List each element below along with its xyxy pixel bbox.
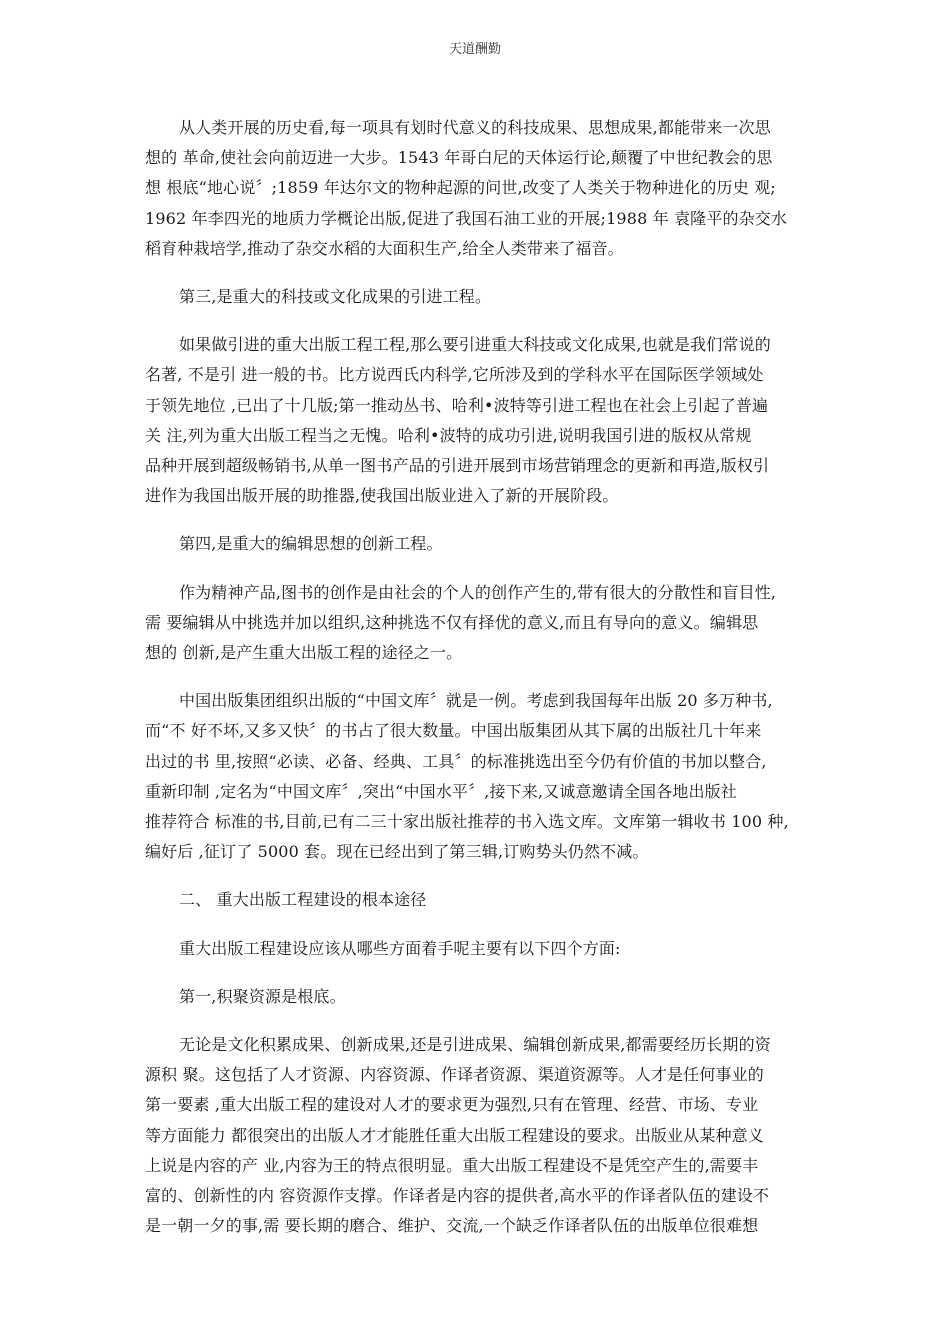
text-line: 源积 聚。这包括了人才资源、内容资源、作译者资源、渠道资源等。人才是任何事业的 [145,1065,764,1085]
paragraph [145,934,813,964]
text-line: 第一,积聚资源是根底。 [179,986,346,1006]
paragraph [145,330,813,511]
text-line: 想的 创新,是产生重大出版工程的途径之一。 [145,643,463,663]
text-line: 出过的书 里,按照“必读、必备、经典、工具〞的标准挑选出至今仍有价值的书加以整合, [145,751,767,771]
paragraph [145,1030,813,1241]
text-line: 于领先地位 ,已出了十几版;第一推动丛书、哈利•波特等引进工程也在社会上引起了普遍 [145,395,769,415]
paragraph [145,982,813,1012]
document-body [145,113,813,1260]
text-line: 第四,是重大的编辑思想的创新工程。 [179,534,443,554]
text-line: 第一要素 ,重大出版工程的建设对人才的要求更为强烈,只有在管理、经营、市场、专业 [145,1095,759,1115]
text-line: 如果做引进的重大出版工程工程,那么要引进重大科技或文化成果,也就是我们常说的 [179,335,771,355]
text-line: 想 根底“地心说〞;1859 年达尔文的物种起源的问世,改变了人类关于物种进化的历史 观; [145,178,776,198]
text-line: 想的 革命,使社会向前迈进一大步。1543 年哥白尼的天体运行论,颠覆了中世纪教会的思 [145,148,773,168]
text-line: 编好后 ,征订了 5000 套。现在已经出到了第三辑,订购势头仍然不减。 [145,842,649,862]
text-line: 从人类开展的历史看,每一项具有划时代意义的科技成果、思想成果,都能带来一次思 [179,118,771,137]
text-line: 进作为我国出版开展的助推器,使我国出版业进入了新的开展阶段。 [145,486,619,506]
paragraph [145,686,813,867]
paragraph [145,282,813,312]
text-line: 1962 年李四光的地质力学概论出版,促进了我国石油工业的开展;1988 年 袁隆平的杂交水 [145,208,788,228]
text-line: 稻育种栽培学,推动了杂交水稻的大面积生产,给全人类带来了福音。 [145,238,624,258]
text-line: 无论是文化积累成果、创新成果,还是引进成果、编辑创新成果,都需要经历长期的资 [179,1035,771,1055]
paragraph [145,885,813,915]
text-line: 等方面能力 都很突出的出版人才才能胜任重大出版工程建设的要求。出版业从某种意义 [145,1125,764,1145]
text-line: 作为精神产品,图书的创作是由社会的个人的创作产生的,带有很大的分散性和盲目性, [179,582,777,602]
text-line: 二、 重大出版工程建设的根本途径 [179,890,427,910]
paragraph [145,578,813,669]
paragraph [145,113,813,264]
text-line: 需 要编辑从中挑选并加以组织,这种挑选不仅有择优的意义,而且有导向的意义。编辑思 [145,612,759,632]
text-line: 重新印制 ,定名为“中国文库〞,突出“中国水平〞,接下来,又诚意邀请全国各地出版社 [145,781,737,801]
text-line: 品种开展到超级畅销书,从单一图书产品的引进开展到市场营销理念的更新和再造,版权引 [145,456,770,476]
text-line: 第三,是重大的科技或文化成果的引进工程。 [179,287,492,307]
paragraph [145,529,813,559]
text-line: 而“不 好不坏,又多又快〞的书占了很大数量。中国出版集团从其下属的出版社几十年来 [145,721,762,741]
text-line: 关 注,列为重大出版工程当之无愧。哈利•波特的成功引进,说明我国引进的版权从常规 [145,425,752,445]
text-line: 重大出版工程建设应该从哪些方面着手呢主要有以下四个方面: [179,938,621,958]
text-line: 中国出版集团组织出版的“中国文库〞就是一例。考虑到我国每年出版 20 多万种书, [179,691,773,711]
text-line: 推荐符合 标准的书,目前,已有二三十家出版社推荐的书入选文库。文库第一辑收书 100 种, [145,812,789,832]
text-line: 富的、创新性的内 容资源作支撑。作译者是内容的提供者,高水平的作译者队伍的建设不 [145,1186,770,1206]
text-line: 是一朝一夕的事,需 要长期的磨合、维护、交流,一个缺乏作译者队伍的出版单位很难想 [145,1216,759,1236]
text-line: 上说是内容的产 业,内容为王的特点很明显。重大出版工程建设不是凭空产生的,需要丰 [145,1155,759,1175]
page-header: 天道酬勤 [448,42,501,57]
text-line: 名著, 不是引 进一般的书。比方说西氏内科学,它所涉及到的学科水平在国际医学领域处 [145,365,764,385]
